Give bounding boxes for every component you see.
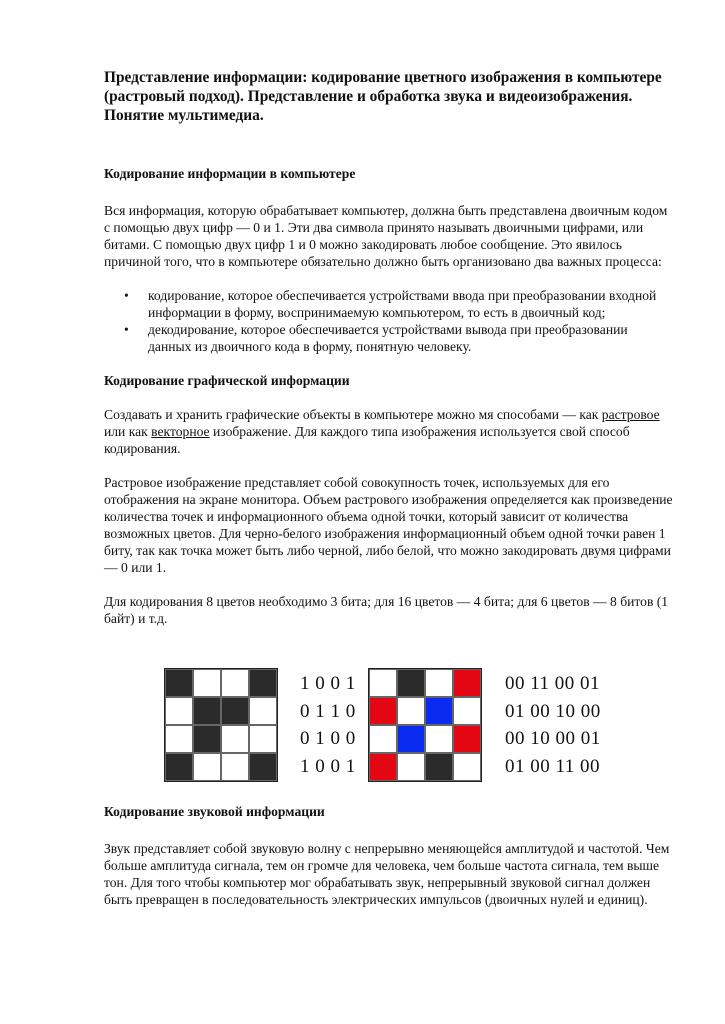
color-code-row: 01 00 11 00: [505, 755, 601, 777]
pixel-cell: [165, 697, 193, 725]
pixel-cell: [369, 697, 397, 725]
list-item: • декодирование, которое обеспечивается устройствами вывода при преобразовании данных из двоичного кода в форму, понятную человеку.: [104, 321, 674, 355]
section-heading-graphics-encoding: Кодирование графической информации: [104, 373, 350, 388]
paragraph-sound-encoding: Звук представляет собой звуковую волну с непрерывно меняющейся амплитудой и частотой. Чем больше амплитуда сигнала, тем он громче для человека, чем больше частота сигнала, тем выше тон. Для того чтобы компьютер мог обрабатывать звук, непрерывный звуковой сигнал должен быть превращен в последовательность электрических импульсов (двоичных нулей и единиц).: [104, 841, 670, 907]
bw-pixel-grid: [164, 668, 278, 782]
pixel-cell: [453, 753, 481, 781]
bw-code-row: 0 1 1 0: [300, 700, 356, 722]
pixel-cell: [397, 753, 425, 781]
pixel-cell: [453, 725, 481, 753]
pixel-cell: [165, 725, 193, 753]
bw-codes: [300, 670, 356, 780]
section-heading-sound-encoding: Кодирование звуковой информации: [104, 804, 325, 819]
pixel-cell: [221, 669, 249, 697]
pixel-cell: [165, 753, 193, 781]
pixel-cell: [425, 697, 453, 725]
pixel-cell: [369, 669, 397, 697]
color-code-row: 01 00 10 00: [505, 700, 601, 722]
document-page: [104, 68, 674, 627]
sound-section: [104, 803, 674, 908]
vector-link[interactable]: векторное: [151, 424, 210, 439]
paragraph-raster-image: Растровое изображение представляет собой совокупность точек, используемых для его отображения на экране монитора. Объем растрового изображения определяется как произведение количества точек и информационного объема одной точки, который зависит от количества возможных цветов. Для черно-белого изображения информационный объем одной точки равен 1 биту, так как точка может быть либо черной, либо белой, что можно закодировать двумя цифрами — 0 или 1.: [104, 475, 673, 575]
color-code-row: 00 10 00 01: [505, 728, 601, 749]
pixel-cell: [249, 725, 277, 753]
color-codes: [505, 670, 601, 780]
pixel-cell: [193, 753, 221, 781]
pixel-cell: [249, 669, 277, 697]
bw-code-row: 1 0 0 1: [300, 673, 356, 694]
paragraph-computer-encoding: Вся информация, которую обрабатывает компьютер, должна быть представлена двоичным кодом с помощью двух цифр — 0 и 1. Эти два символа принято называть двоичными цифрами, или битами. С помощью двух цифр 1 и 0 можно закодировать любое сообщение. Это явилось причиной того, что в компьютере обязательно должно быть организовано два важных процесса:: [104, 203, 668, 269]
bw-code-row: 1 0 0 1: [300, 755, 356, 777]
paragraph-color-bits: Для кодирования 8 цветов необходимо 3 бита; для 16 цветов — 4 бита; для 6 цветов — 8 битов (1 байт) и т.д.: [104, 594, 669, 626]
pixel-cell: [397, 725, 425, 753]
pixel-cell: [425, 669, 453, 697]
pixel-cell: [193, 697, 221, 725]
process-list: [104, 287, 674, 355]
color-pixel-grid: [368, 668, 482, 782]
color-code-row: 00 11 00 01: [505, 673, 601, 694]
document-title: Представление информации: кодирование цветного изображения в компьютере (растровый подход). Представление и обработка звука и видеоизображения. Понятие мультимедиа.: [104, 69, 662, 124]
pixel-cell: [425, 753, 453, 781]
pixel-cell: [165, 669, 193, 697]
section-heading-computer-encoding: Кодирование информации в компьютере: [104, 166, 356, 181]
paragraph-graphics-types: Создавать и хранить графические объекты в компьютере можно мя способами — как растровое или как векторное изображение. Для каждого типа изображения используется свой способ кодирования.: [104, 407, 660, 456]
pixel-cell: [425, 725, 453, 753]
pixel-cell: [397, 669, 425, 697]
pixel-cell: [369, 753, 397, 781]
pixel-cell: [453, 697, 481, 725]
pixel-cell: [193, 669, 221, 697]
pixel-cell: [193, 725, 221, 753]
pixel-cell: [453, 669, 481, 697]
list-item: • кодирование, которое обеспечивается устройствами ввода при преобразовании входной информации в форму, воспринимаемую компьютером, то есть в двоичный код;: [104, 287, 674, 321]
pixel-cell: [249, 697, 277, 725]
pixel-cell: [249, 753, 277, 781]
pixel-cell: [221, 697, 249, 725]
pixel-cell: [221, 725, 249, 753]
raster-encoding-figure: [164, 668, 624, 786]
pixel-cell: [369, 725, 397, 753]
pixel-cell: [397, 697, 425, 725]
bw-code-row: 0 1 0 0: [300, 728, 356, 749]
raster-link[interactable]: растровое: [601, 407, 660, 422]
pixel-cell: [221, 753, 249, 781]
